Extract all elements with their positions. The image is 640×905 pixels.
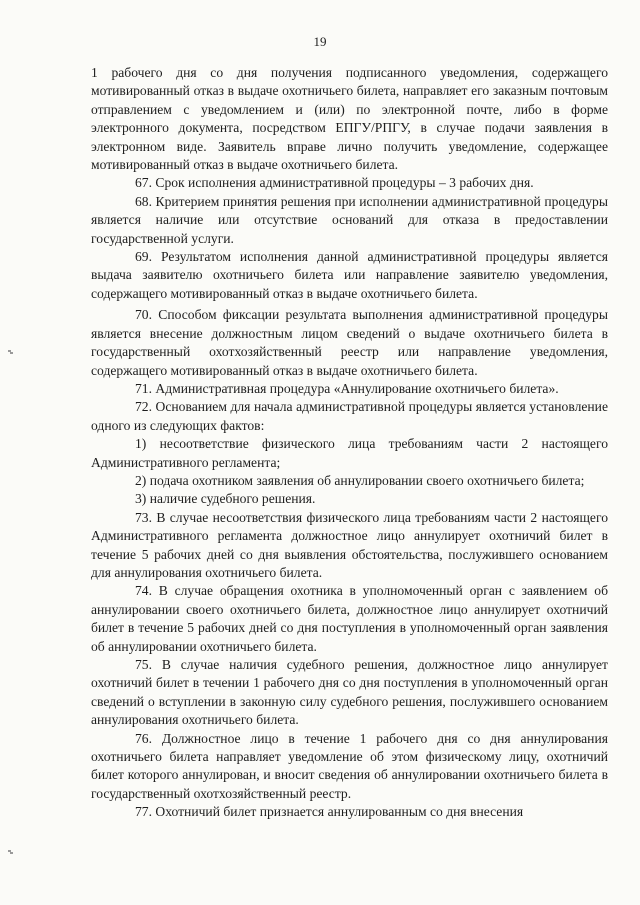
paragraph-75: 75. В случае наличия судебного решения, должностное лицо аннулирует охотничий билет в течении 1 рабочего дня со дня поступления в уполномоченный орган сведений о вступлении в законную силу судебного решения, послужившего основанием аннулирования охотничьего билета. [91,657,608,728]
list-item-3: 3) наличие судебного решения. [135,491,316,507]
paragraph-continuation: 1 рабочего дня со дня получения подписанного уведомления, содержащего мотивированный отказ в выдаче охотничьего билета, направляет его заказным почтовым отправлением с уведомлением и (или) по электронной почте, либо в форме электронного документа, посредством ЕПГУ/РПГУ, в случае подачи заявления в электронном виде. Заявитель вправе лично получить уведомление, содержащее мотивированный отказ в выдаче охотничьего билета. [91,65,608,173]
paragraph-72: 72. Основанием для начала административной процедуры является установление одного из следующих фактов: [91,399,608,433]
list-item-1: 1) несоответствие физического лица требованиям части 2 настоящего Административного регламента; [91,436,608,470]
paragraph-67: 67. Срок исполнения административной процедуры – 3 рабочих дня. [135,175,534,191]
paragraph-77: 77. Охотничий билет признается аннулированным со дня внесения [135,804,524,820]
paragraph-70: 70. Способом фиксации результата выполнения административной процедуры является внесение должностным лицом сведений о выдаче охотничьего билета в государственный охотхозяйственный реестр или направление уведомления, содержащего мотивированный отказ в выдаче охотничьего билета. [91,307,608,378]
paragraph-71: 71. Административная процедура «Аннулирование охотничьего билета». [135,380,559,396]
document-body [91,64,608,822]
list-item-2: 2) подача охотником заявления об аннулировании своего охотничьего билета; [135,472,585,488]
paragraph-68: 68. Критерием принятия решения при исполнении административной процедуры является наличие или отсутствие оснований для отказа в предоставлении государственной услуги. [91,193,608,246]
paragraph-76: 76. Должностное лицо в течение 1 рабочего дня со дня аннулирования охотничьего билета направляет уведомление об этом физическому лицу, охотничий билет которого аннулирован, и вносит сведения об аннулировании охотничьего билета в государственный охотхозяйственный реестр. [91,730,608,801]
paragraph-69: 69. Результатом исполнения данной административной процедуры является выдача заявителю охотничьего билета или направление заявителю уведомления, содержащего мотивированный отказ в выдаче охотничьего билета. [91,249,608,301]
paragraph-74: 74. В случае обращения охотника в уполномоченный орган с заявлением об аннулировании своего охотничьего билета, должностное лицо аннулирует охотничий билет в течение 5 рабочих дней со дня поступления в уполномоченный орган заявления об аннулировании охотничьего билета. [91,583,608,654]
page-number: 19 [313,34,327,49]
paragraph-73: 73. В случае несоответствия физического лица требованиям части 2 настоящего Административного регламента должностное лицо аннулирует охотничий билет в течение 5 рабочих дней со дня выявления обстоятельства, послужившего основанием для аннулирования охотничьего билета. [91,509,608,580]
